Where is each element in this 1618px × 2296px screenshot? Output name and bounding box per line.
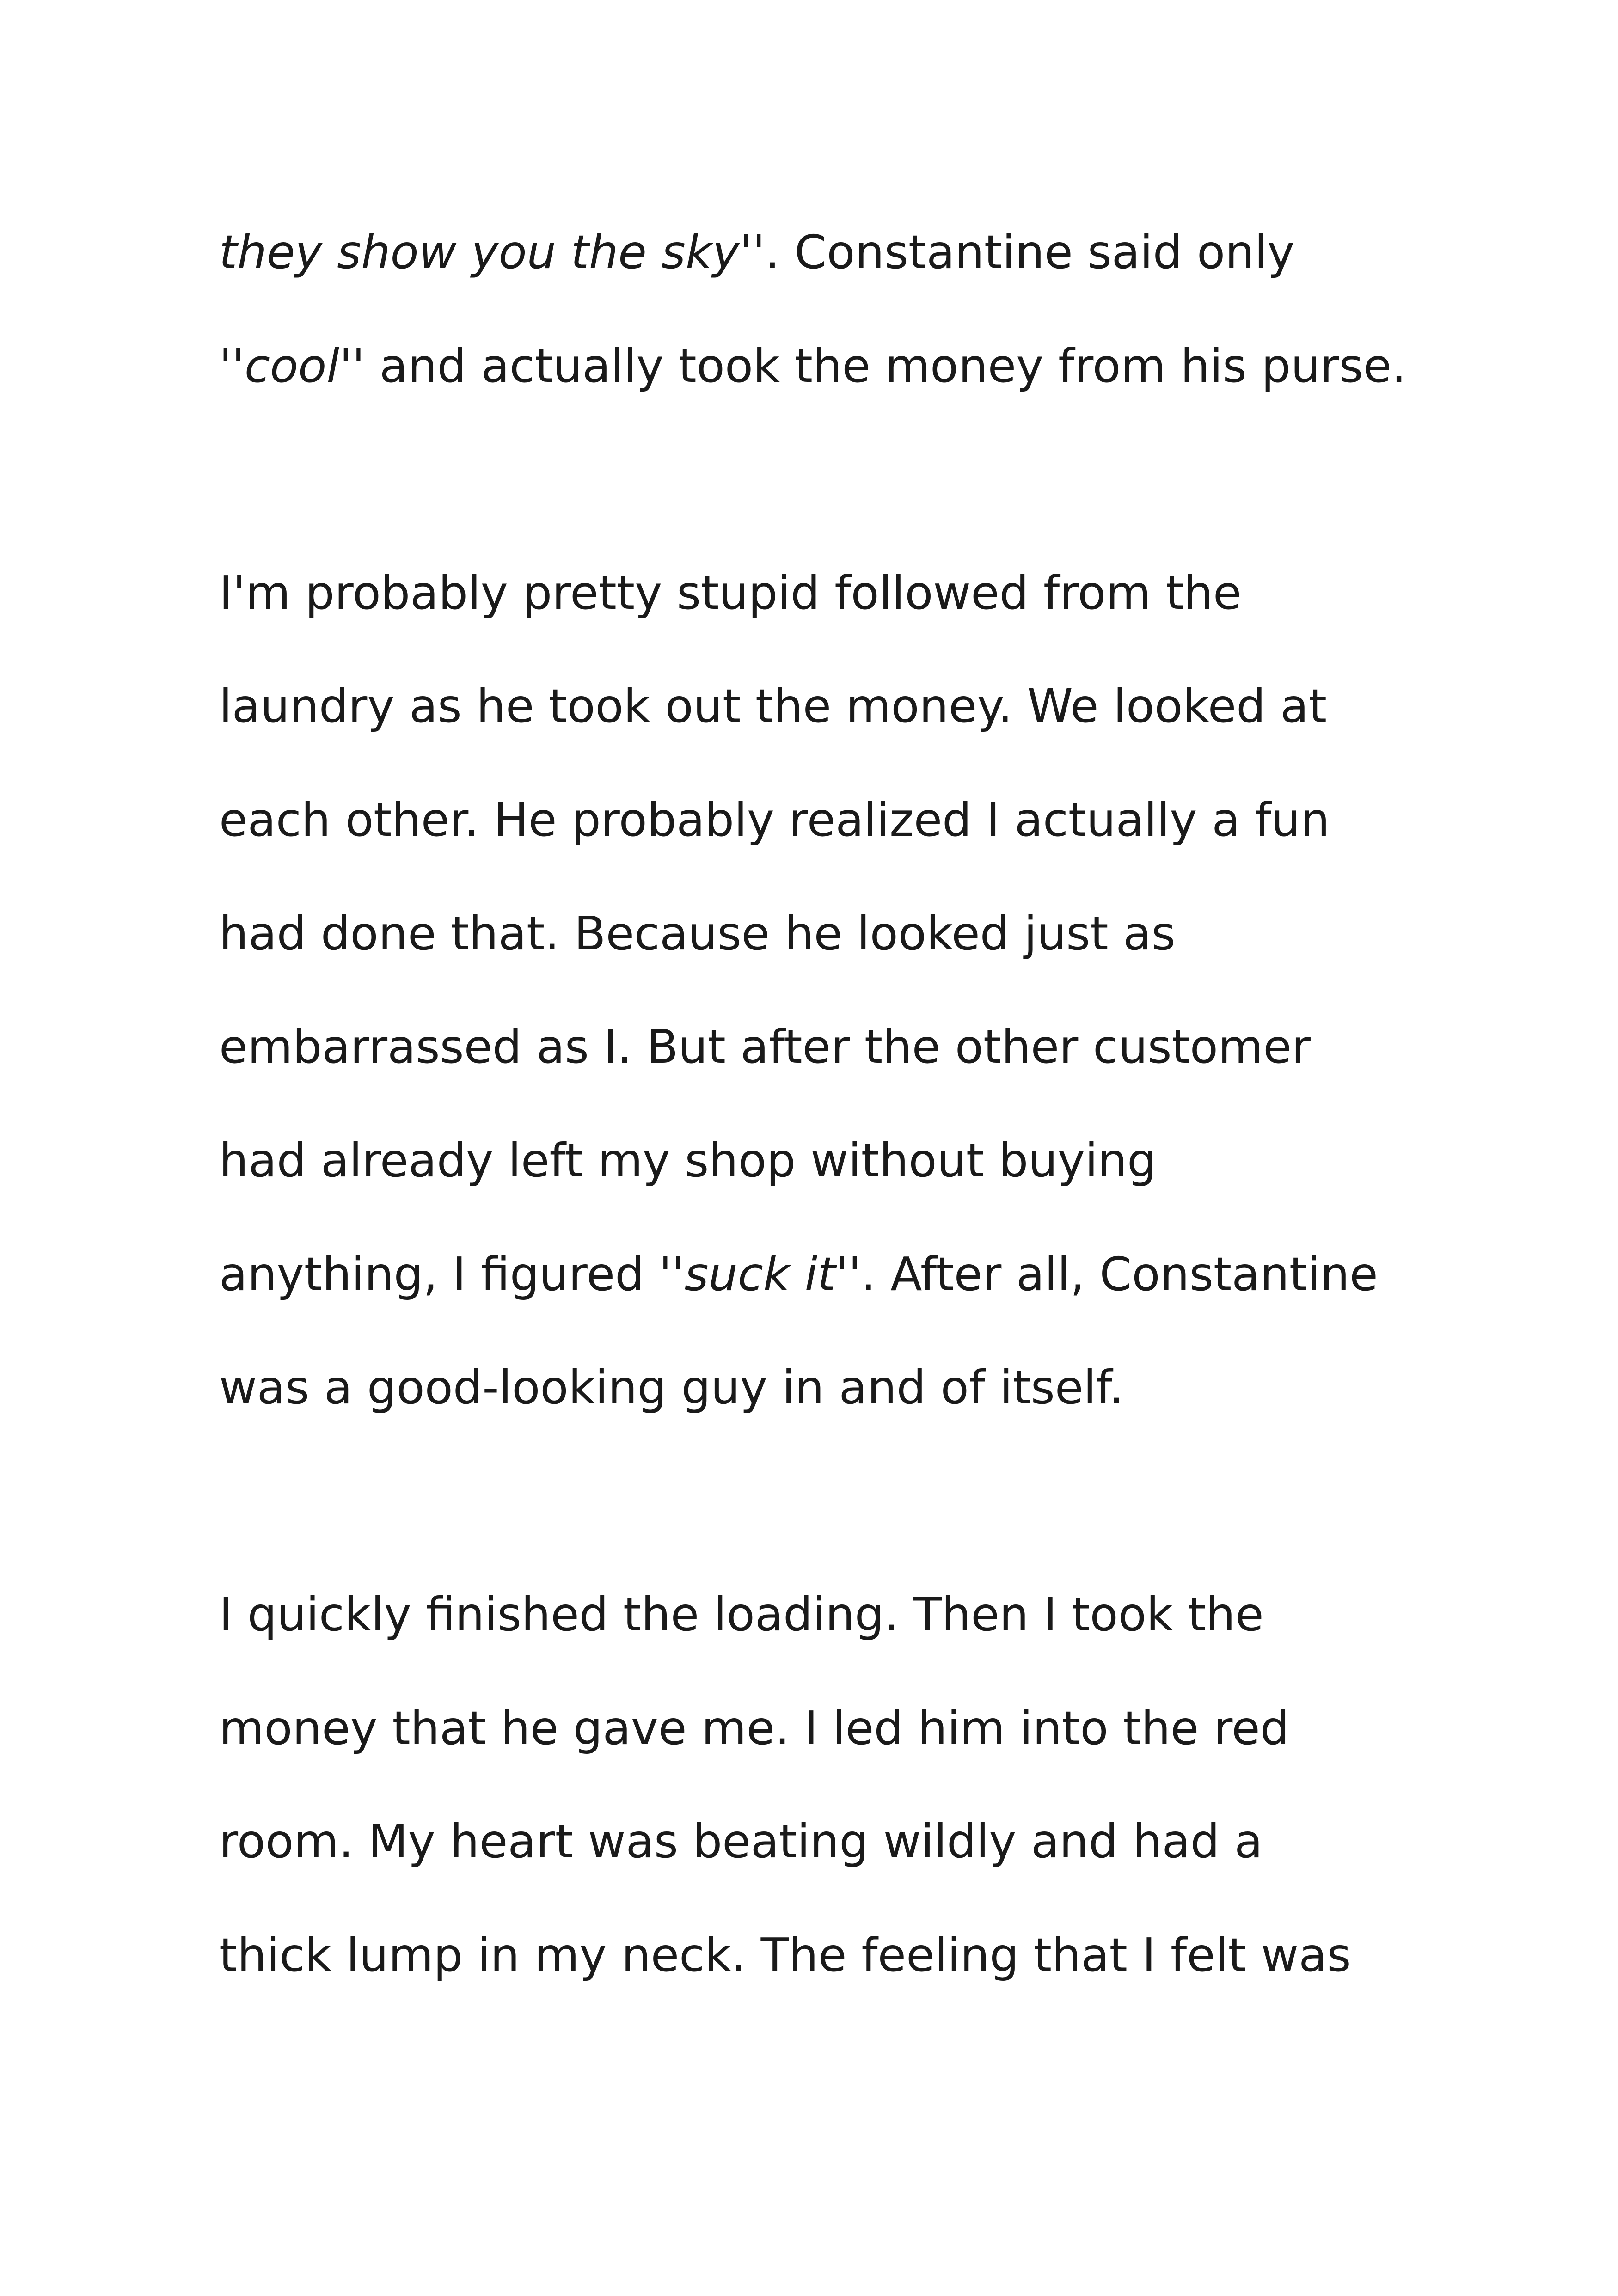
text-segment: had done that. Because he looked just as (219, 906, 1176, 961)
italic-text: they show you the sky (219, 225, 740, 279)
paragraph-2-line-4 (219, 901, 1176, 966)
italic-text: cool (244, 339, 340, 393)
text-segment: was a good-looking guy in and of itself. (219, 1360, 1124, 1414)
paragraph-3-line-2 (219, 1696, 1289, 1761)
text-segment: ''. After all, Constantine (835, 1247, 1378, 1301)
paragraph-2-line-8 (219, 1355, 1124, 1420)
paragraph-1-line-2 (219, 334, 1406, 398)
text-segment: I quickly finished the loading. Then I took the (219, 1587, 1264, 1641)
text-segment: '' and actually took the money from his purse. (339, 339, 1407, 393)
paragraph-3-line-1 (219, 1582, 1264, 1647)
text-segment: thick lump in my neck. The feeling that I felt was (219, 1928, 1351, 1982)
text-segment: anything, I figured '' (219, 1247, 685, 1301)
paragraph-2-line-5 (219, 1015, 1311, 1079)
text-segment: laundry as he took out the money. We looked at (219, 679, 1327, 733)
text-segment: each other. He probably realized I actually a fun (219, 793, 1330, 847)
paragraph-2-line-6 (219, 1128, 1157, 1193)
text-segment: money that he gave me. I led him into the red (219, 1701, 1290, 1755)
text-segment: I'm probably pretty stupid followed from the (219, 566, 1242, 620)
text-segment: embarrassed as I. But after the other customer (219, 1020, 1311, 1074)
text-segment: ''. Constantine said only (739, 225, 1295, 279)
paragraph-2-line-3 (219, 788, 1330, 852)
text-segment: had already left my shop without buying (219, 1133, 1157, 1188)
paragraph-2-line-2 (219, 674, 1327, 739)
paragraph-3-line-3 (219, 1809, 1263, 1874)
paragraph-3-line-4 (219, 1923, 1351, 1988)
text-segment: room. My heart was beating wildly and had a (219, 1814, 1263, 1868)
paragraph-1-line-1 (219, 220, 1294, 285)
paragraph-2-line-1 (219, 561, 1242, 625)
italic-text: suck it (684, 1247, 836, 1301)
paragraph-2-line-7 (219, 1242, 1378, 1307)
text-segment: '' (219, 339, 245, 393)
